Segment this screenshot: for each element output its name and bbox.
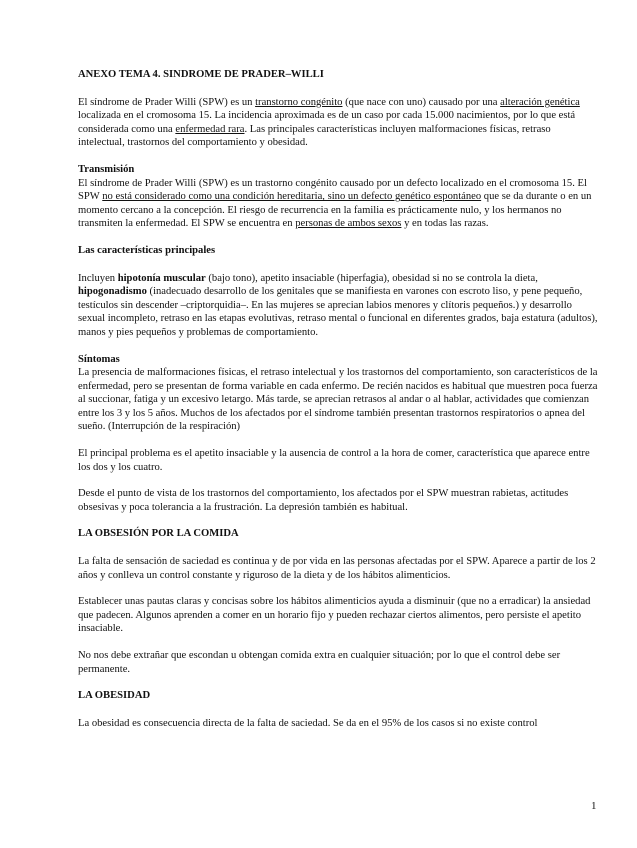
underline-ambos-sexos: personas de ambos sexos bbox=[295, 218, 402, 230]
heading-transmision: Transmisión bbox=[78, 163, 135, 175]
sintomas-paragraph-1: La presencia de malformaciones físicas, el retraso intelectual y los trastornos del comportamiento, son característicos de la enfermedad, pero se presentan de forma variable en cada enfermo. De recién nacidos es habitual que muestren poca fuerza al succionar, fatiga y un excesivo letargo. Más tarde, se aprecian retrasos al andar o al hablar, actividades que comienzan entre los 3 y los 5 años. Muchos de los afectados por el síndrome también presentan trastornos respiratorios o apnea del sueño. (Interrupción de la respiración) bbox=[78, 367, 598, 433]
bold-hipogonadismo: hipogonadismo bbox=[78, 286, 147, 298]
intro-paragraph: El síndrome de Prader Willi (SPW) es un transtorno congénito (que nace con uno) causado por una alteración genética localizada en el cromosoma 15. La incidencia aproximada es de un caso por cada 15.000 nacimientos, por lo que está considerada como una enfermedad rara. Las principales características incluyen malformaciones físicas, retraso intelectual, trastornos del comportamiento y obesidad. bbox=[78, 96, 580, 149]
document-page bbox=[78, 68, 598, 730]
obsesion-paragraph-3: No nos debe extrañar que escondan u obtengan comida extra en cualquier situación; por lo que el control debe ser permanente. bbox=[78, 650, 561, 675]
link-transtorno-congenito: transtorno congénito bbox=[255, 96, 343, 108]
obsesion-paragraph-1: La falta de sensación de saciedad es continua y de por vida en las personas afectadas por el SPW. Aparece a partir de los 2 años y conlleva un control constante y riguroso de la dieta y de los hábitos alimenticios. bbox=[78, 556, 596, 581]
link-alteracion-genetica: alteración genética bbox=[500, 96, 580, 108]
link-enfermedad-rara: enfermedad rara bbox=[175, 123, 245, 135]
underline-no-hereditaria: no está considerado como una condición hereditaria, sino un defecto genético espontáneo bbox=[102, 191, 482, 203]
document-title: ANEXO TEMA 4. SINDROME DE PRADER–WILLI bbox=[78, 69, 324, 80]
sintomas-paragraph-3: Desde el punto de vista de los trastornos del comportamiento, los afectados por el SPW muestran rabietas, actitudes obsesivas y poca tolerancia a la frustración. La depresión también es habitual. bbox=[78, 488, 569, 513]
heading-obesidad: LA OBESIDAD bbox=[78, 690, 151, 702]
transmision-paragraph: El síndrome de Prader Willi (SPW) es un trastorno congénito causado por un defecto localizado en el cromosoma 15. El SPW no está considerado como una condición hereditaria, sino un defecto genético espontáneo que se da durante o en un momento cercano a la concepción. El riesgo de recurrencia en la familia es prácticamente nulo, y los hermanos no transmiten la enfermedad. El SPW se encuentra en personas de ambos sexos y en todas las razas. bbox=[78, 177, 592, 230]
heading-sintomas: Síntomas bbox=[78, 353, 120, 365]
bold-hipotonia: hipotonía muscular bbox=[117, 272, 206, 284]
obsesion-paragraph-2: Establecer unas pautas claras y concisas sobre los hábitos alimenticios ayuda a disminuir (que no a erradicar) la ansiedad que padecen. Algunos aprenden a comer en un horario fijo y pueden rechazar ciertos alimentos, pero persiste el apetito insaciable. bbox=[78, 596, 591, 635]
obesidad-paragraph: La obesidad es consecuencia directa de la falta de saciedad. Se da en el 95% de los casos si no existe control bbox=[78, 717, 538, 729]
heading-caracteristicas: Las características principales bbox=[78, 244, 216, 256]
page-number: 1 bbox=[591, 800, 597, 812]
heading-obsesion: LA OBSESIÓN POR LA COMIDA bbox=[78, 528, 239, 540]
sintomas-paragraph-2: El principal problema es el apetito insaciable y la ausencia de control a la hora de comer, característica que aparece entre los dos y los cuatro. bbox=[78, 448, 590, 473]
caracteristicas-paragraph: Incluyen hipotonía muscular (bajo tono), apetito insaciable (hiperfagia), obesidad si no se controla la dieta, hipogonadismo (inadecuado desarrollo de los genitales que se manifiesta en varones con escroto liso, y pene pequeño, testículos sin descender –criptorquidia–. En las mujeres se aprecian labios menores y clítoris pequeños.) y desarrollo sexual incompleto, retraso en las etapas evolutivas, retraso mental o funcional en diferentes grados, baja estatura (adultos), manos y pies pequeños y problemas de comportamiento. bbox=[78, 272, 598, 338]
